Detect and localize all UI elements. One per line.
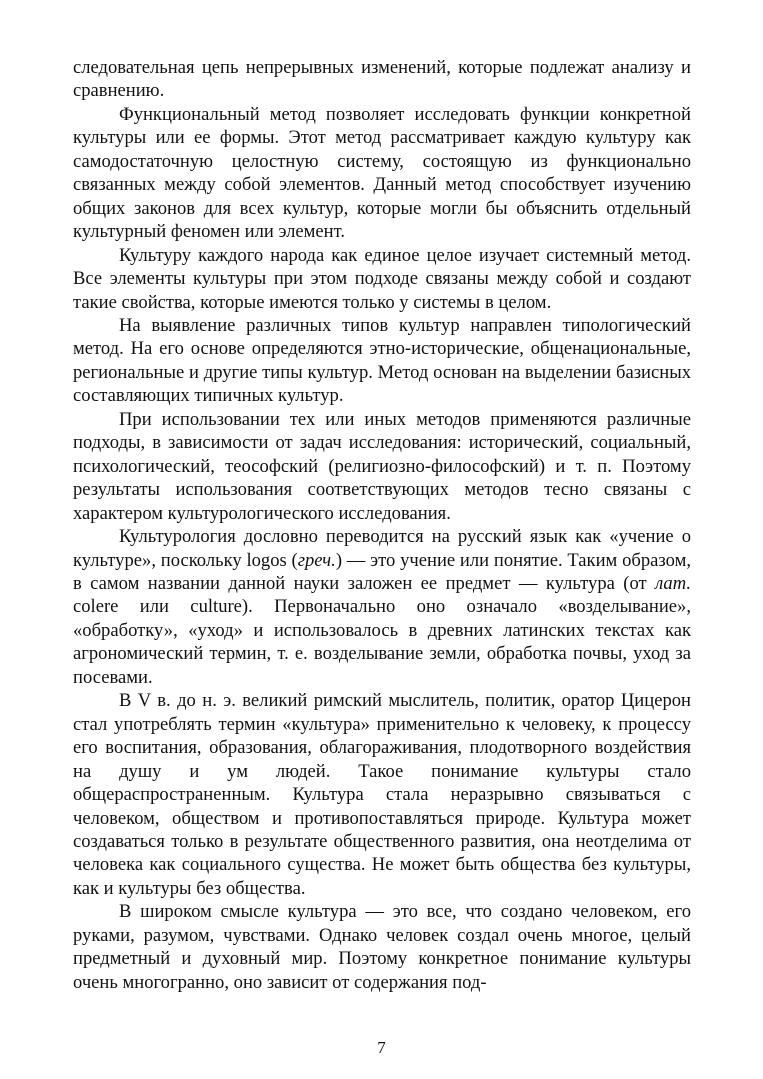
text-run: ) — это учение или понятие. Таким образом, в самом названии данной науки заложен ее предмет — культура (от [73,549,691,594]
paragraph-6 [73,525,691,689]
page-body [73,56,691,994]
text-run: colere или culture). Первоначально оно означало «возделывание», «обработку», «уход» и использовалось в древних латинских текстах как агрономический термин, т. е. возделывание земли, обработка почвы, уход за посевами. [73,596,691,688]
text-run: На выявление различных типов культур направлен типологический метод. На его основе определяются этно-исторические, общенациональные, региональные и другие типы культур. Метод основан на выделении базисных составляющих типичных культур. [73,314,691,407]
paragraph-2 [73,103,691,244]
text-run: Культуру каждого народа как единое целое изучает системный метод. Все элементы культуры при этом подходе связаны между собой и создают такие свойства, которые имеются только у системы в целом. [73,244,691,313]
text-run: В V в. до н. э. великий римский мыслитель, политик, оратор Цицерон стал употреблять термин «культура» применительно к человеку, к процессу его воспитания, образования, облагораживания, плодотворного воздействия на душу и ум людей. Такое понимание культуры стало общераспространенным. Культура стала неразрывно связываться с человеком, обществом и противопоставляться природе. Культура может создаваться только в результате общественного развития, она неотделима от человека как социального существа. Не может быть общества без культуры, как и культуры без общества. [73,690,691,899]
text-run: В широком смысле культура — это все, что создано человеком, его руками, разумом, чувствами. Однако человек создал очень многое, целый предметный и духовный мир. Поэтому конкретное понимание культуры очень многогранно, оно зависит от содержания под- [73,901,691,993]
text-run: следовательная цепь непрерывных изменений, которые подлежат анализу и сравнению. [73,57,691,102]
paragraph-4 [73,314,691,408]
page-number: 7 [377,1038,386,1057]
text-run: Культурология дословно переводится на русский язык как «учение о культуре», поскольку logos ( [73,526,691,571]
italic-term: лат. [655,572,691,594]
paragraph-5 [73,408,691,525]
paragraph-3 [73,244,691,314]
paragraph-7 [73,689,691,900]
paragraph-1 [73,56,691,103]
italic-term: греч. [297,549,336,571]
text-run: Функциональный метод позволяет исследовать функции конкретной культуры или ее формы. Этот метод рассматривает каждую культуру как самодостаточную целостную систему, состоящую из функционально связанных между собой элементов. Данный метод способствует изучению общих законов для всех культур, которые могли бы объяснить отдельный культурный феномен или элемент. [73,103,691,243]
paragraph-8 [73,900,691,994]
text-run: При использовании тех или иных методов применяются различные подходы, в зависимости от задач исследования: исторический, социальный, психологический, теософский (религиозно-философский) и т. п. Поэтому результаты использования соответствующих методов тесно связаны с характером культурологического исследования. [73,408,691,524]
